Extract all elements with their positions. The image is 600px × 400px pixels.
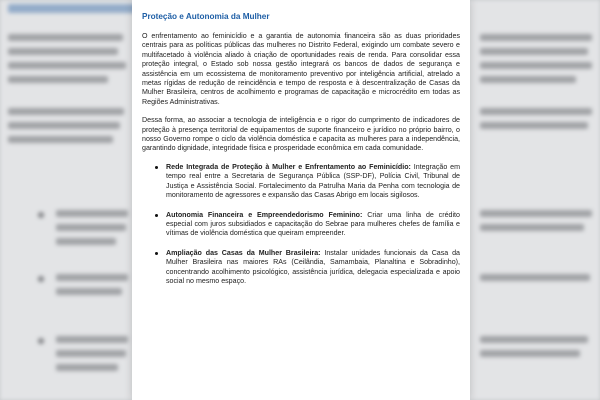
- list-item-title: Rede Integrada de Proteção à Mulher e Enfrentamento ao Feminicídio:: [166, 162, 414, 171]
- background-line: [56, 336, 128, 343]
- bullet-icon: [155, 252, 158, 255]
- list-item: [166, 163, 460, 201]
- background-line: [480, 108, 592, 115]
- list-item: [166, 249, 460, 287]
- background-line: [480, 48, 588, 55]
- background-line: [8, 122, 120, 129]
- background-line: [480, 122, 588, 129]
- background-line: [56, 350, 126, 357]
- background-line: [8, 108, 124, 115]
- document-page: [132, 0, 470, 400]
- paragraph-intro: O enfrentamento ao feminicídio e a garantia de autonomia financeira são as duas prioridades centrais para as políticas públicas das mulheres no Distrito Federal, exigindo um combate severo e multifacetado à violência aliado à criação de oportunidades reais de renda. Para consolidar essa proteção integral, o Estado sob nossa gestão integrará os bancos de dados de segurança e assistência em um ecossistema de monitoramento preventivo por inteligência artificial, atrelado a metas rígidas de redução de reincidência e tempo de resposta e à descentralização de Casas da Mulher Brasileira, centros de acolhimento e programas de capacitação e microcrédito em todas as Regiões Administrativas.: [142, 32, 460, 106]
- bullet-icon: [155, 166, 158, 169]
- background-line: [56, 288, 122, 295]
- background-line: [8, 136, 113, 143]
- background-bullet: [38, 212, 44, 218]
- background-line: [480, 274, 590, 281]
- background-line: [480, 76, 576, 83]
- list-item-title: Autonomia Financeira e Empreendedorismo Feminino:: [166, 210, 368, 219]
- background-line: [480, 34, 592, 41]
- background-line: [480, 210, 592, 217]
- background-line: [480, 224, 584, 231]
- background-line: [8, 48, 118, 55]
- background-bullet: [38, 338, 44, 344]
- list-item-text: Integração em tempo real entre a Secretaria de Segurança Pública (SSP-DF), Polícia Civil, Tribunal de Justiça e Assistência Social. Fortalecimento da Patrulha Maria da Penha com tecnologia de monitoramento de agressores e expansão das Casas Abrigo em locais sigilosos.: [166, 162, 460, 200]
- background-line: [480, 350, 580, 357]
- list-item-text: Criar uma linha de crédito especial com juros subsidiados e capacitação do Sebrae para mulheres chefes de família e vítimas de violência doméstica que queiram empreender.: [166, 210, 460, 238]
- background-bullet: [38, 276, 44, 282]
- background-line: [56, 364, 118, 371]
- background-line: [56, 274, 128, 281]
- paragraph-summary: Dessa forma, ao associar a tecnologia de inteligência e o rigor do cumprimento de indicadores de proteção à presença territorial de equipamentos de suporte financeiro e jurídico no próprio bairro, o nosso Governo rompe o ciclo da violência doméstica e capacita as mulheres para a independência, garantindo dignidade, integridade física e prosperidade econômica em cada comunidade.: [142, 116, 460, 153]
- bullet-icon: [155, 214, 158, 217]
- background-line: [56, 210, 128, 217]
- background-line: [8, 34, 123, 41]
- background-line: [56, 224, 126, 231]
- background-line: [480, 62, 592, 69]
- background-line: [56, 238, 116, 245]
- background-line: [8, 76, 108, 83]
- list-item: [166, 211, 460, 239]
- list-item-text: Instalar unidades funcionais da Casa da Mulher Brasileira nas maiores RAs (Ceilândia, Samambaia, Planaltina e Sobradinho), concentrando acolhimento psicológico, assistência jurídica, delegacia especializada e apoio social no mesmo espaço.: [166, 248, 460, 285]
- list-item-title: Ampliação das Casas da Mulher Brasileira:: [166, 248, 325, 257]
- background-line: [480, 336, 588, 343]
- proposal-list: [142, 163, 460, 286]
- background-line: [8, 62, 126, 69]
- document-title: Proteção e Autonomia da Mulher: [142, 12, 270, 21]
